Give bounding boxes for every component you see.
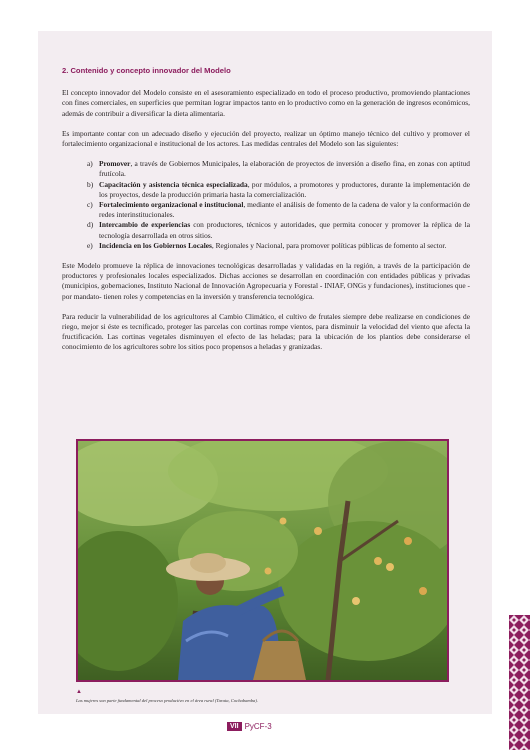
page-number: PyCF-3: [244, 721, 272, 731]
orchard-photo: [76, 439, 449, 682]
list-marker: d): [87, 220, 94, 230]
measure-title: Intercambio de experiencias: [99, 220, 191, 230]
orchard-illustration: [78, 441, 447, 680]
measure-text: con productores, técnicos y autoridades, que permita conocer y promover la réplica de la tecnología desarrollada en otros sitios.: [99, 220, 470, 240]
measure-text: , por módulos, a promotores y productores, durante la implementación de los proyectos, desde la producción primaria hasta la comercialización.: [99, 179, 470, 199]
measure-text: , Regionales y Nacional, para promover políticas públicas de fomento al sector.: [211, 240, 447, 250]
paragraph-concept: El concepto innovador del Modelo consiste en el asesoramiento especializado en todo el proceso productivo, promoviendo plantaciones con fines comerciales, en superficies que permitan lograr impactos tanto en lo productivo como en la generación de ingresos económicos, además de contribuir a diversificar la dieta alimentaria.: [62, 88, 470, 118]
paragraph-replication: Este Modelo promueve la réplica de innovaciones tecnológicas desarrolladas y validadas en la región, a través de la participación de productores y profesionales locales especializados. Dichas acciones se desarrollan en coordinación con entidades públicas y privadas (municipios, gobernaciones, Instituto Nacional de Innovación Agropecuaria y Forestal - INIAF, ONGs y fundaciones), instituciones que -por mandato- tienen roles y competencias en la inversión y transferencia tecnológica.: [62, 261, 470, 301]
measure-title: Incidencia en los Gobiernos Locales: [99, 240, 212, 250]
measure-text: , mediante el análisis de fomento de la cadena de valor y la conformación de redes interinstitucionales.: [99, 200, 470, 220]
page-footer: [227, 720, 272, 732]
list-marker: b): [87, 179, 94, 189]
list-item: [87, 180, 470, 200]
measure-title: Promover: [99, 159, 131, 169]
paragraph-climate: Para reducir la vulnerabilidad de los agricultores al Cambio Climático, el cultivo de frutales siempre debe realizarse en condiciones de riego, mejor si éste es tecnificado, proteger las parcelas con cortinas rompe vientos, para disminuir la velocidad del viento que afecta la fructificación. Las cortinas vegetales disminuyen el efecto de las heladas; para la ubicación de los plantíos debe considerarse el conocimiento de los agricultores sobre los sitios poco propensos a heladas y granizadas.: [62, 311, 470, 352]
measure-title: Capacitación y asistencia técnica especializada: [99, 179, 248, 189]
list-item: [87, 220, 470, 240]
chapter-badge: VII: [227, 722, 242, 731]
section-title: 2. Contenido y concepto innovador del Modelo: [62, 66, 231, 75]
decorative-side-pattern: [509, 615, 530, 750]
paragraph-design: Es importante contar con un adecuado diseño y ejecución del proyecto, realizar un óptimo manejo técnico del cultivo y promover el fortalecimiento organizacional e institucional de los actores. Las medidas centrales del Modelo son las siguientes:: [62, 128, 470, 149]
list-item: [87, 241, 470, 251]
measures-list: [62, 159, 470, 251]
main-content: [62, 66, 470, 363]
list-marker: e): [87, 240, 93, 250]
caption-marker: ▲: [76, 689, 82, 695]
measure-text: , a través de Gobiernos Municipales, la elaboración de proyectos de inversión a diseño fina, en zonas con aptitud frutícola.: [99, 159, 470, 179]
list-item: [87, 159, 470, 179]
photo-caption: Las mujeres son parte fundamental del proceso productivo en el área rural (Tarata, Cochabamba).: [76, 698, 258, 703]
list-marker: a): [87, 159, 93, 169]
measure-title: Fortalecimiento organizacional e institucional: [99, 200, 244, 210]
list-item: [87, 200, 470, 220]
list-marker: c): [87, 200, 93, 210]
